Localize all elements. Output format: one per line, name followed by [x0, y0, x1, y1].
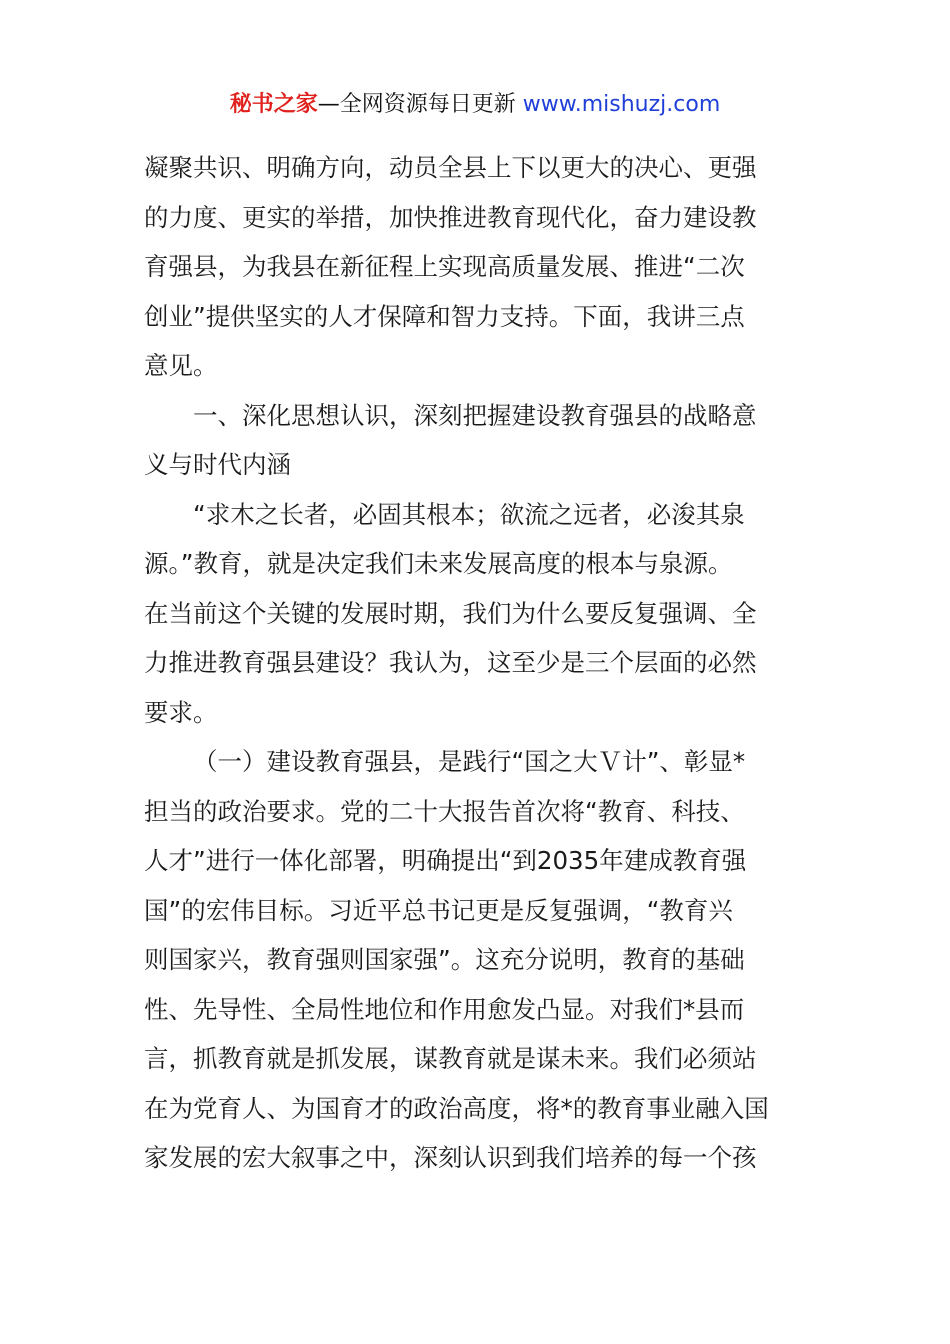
- text-line: “求木之长者，必固其根本；欲流之远者，必浚其泉: [193, 499, 745, 529]
- text-line: 在为党育人、为国育才的政治高度，将*的教育事业融入国: [144, 1093, 769, 1123]
- text-line: 国”的宏伟目标。习近平总书记更是反复强调，“教育兴: [144, 895, 733, 925]
- text-line: 家发展的宏大叙事之中，深刻认识到我们培养的每一个孩: [144, 1143, 757, 1172]
- page-header: [0, 88, 950, 122]
- text-line: （一）建设教育强县，是践行“国之大Ｖ计”、彰显*: [193, 747, 746, 776]
- text-line: 源。”教育，就是决定我们未来发展高度的根本与泉源。: [144, 549, 733, 578]
- text-line: 育强县，为我县在新征程上实现高质量发展、推进“二次: [144, 252, 745, 281]
- site-url-link[interactable]: www.mishuzj.com: [522, 92, 721, 117]
- text-line: 创业”提供坚实的人才保障和智力支持。下面，我讲三点: [144, 301, 745, 331]
- text-line: 则国家兴，教育强则国家强”。这充分说明，教育的基础: [144, 945, 745, 974]
- site-tagline: —全网资源每日更新: [317, 92, 523, 117]
- document-body: [144, 143, 809, 1183]
- text-line: 一、深化思想认识，深刻把握建设教育强县的战略意: [193, 400, 757, 430]
- text-line: 性、先导性、全局性地位和作用愈发凸显。对我们*县而: [144, 994, 745, 1024]
- text-line: 意见。: [144, 351, 218, 380]
- text-line: 担当的政治要求。党的二十大报告首次将“教育、科技、: [144, 796, 745, 826]
- text-line: 人才”进行一体化部署，明确提出“到2035年建成教育强: [144, 846, 747, 875]
- text-line: 言，抓教育就是抓发展，谋教育就是谋未来。我们必须站: [144, 1044, 757, 1073]
- text-line: 在当前这个关键的发展时期，我们为什么要反复强调、全: [144, 598, 757, 628]
- text-line: 义与时代内涵: [144, 450, 291, 479]
- text-line: 的力度、更实的举措，加快推进教育现代化，奋力建设教: [144, 202, 757, 232]
- text-line: 凝聚共识、明确方向，动员全县上下以更大的决心、更强: [144, 153, 757, 182]
- text-line: 要求。: [144, 697, 218, 727]
- text-line: 力推进教育强县建设？我认为，这至少是三个层面的必然: [144, 648, 757, 677]
- site-brand: 秘书之家: [229, 92, 318, 117]
